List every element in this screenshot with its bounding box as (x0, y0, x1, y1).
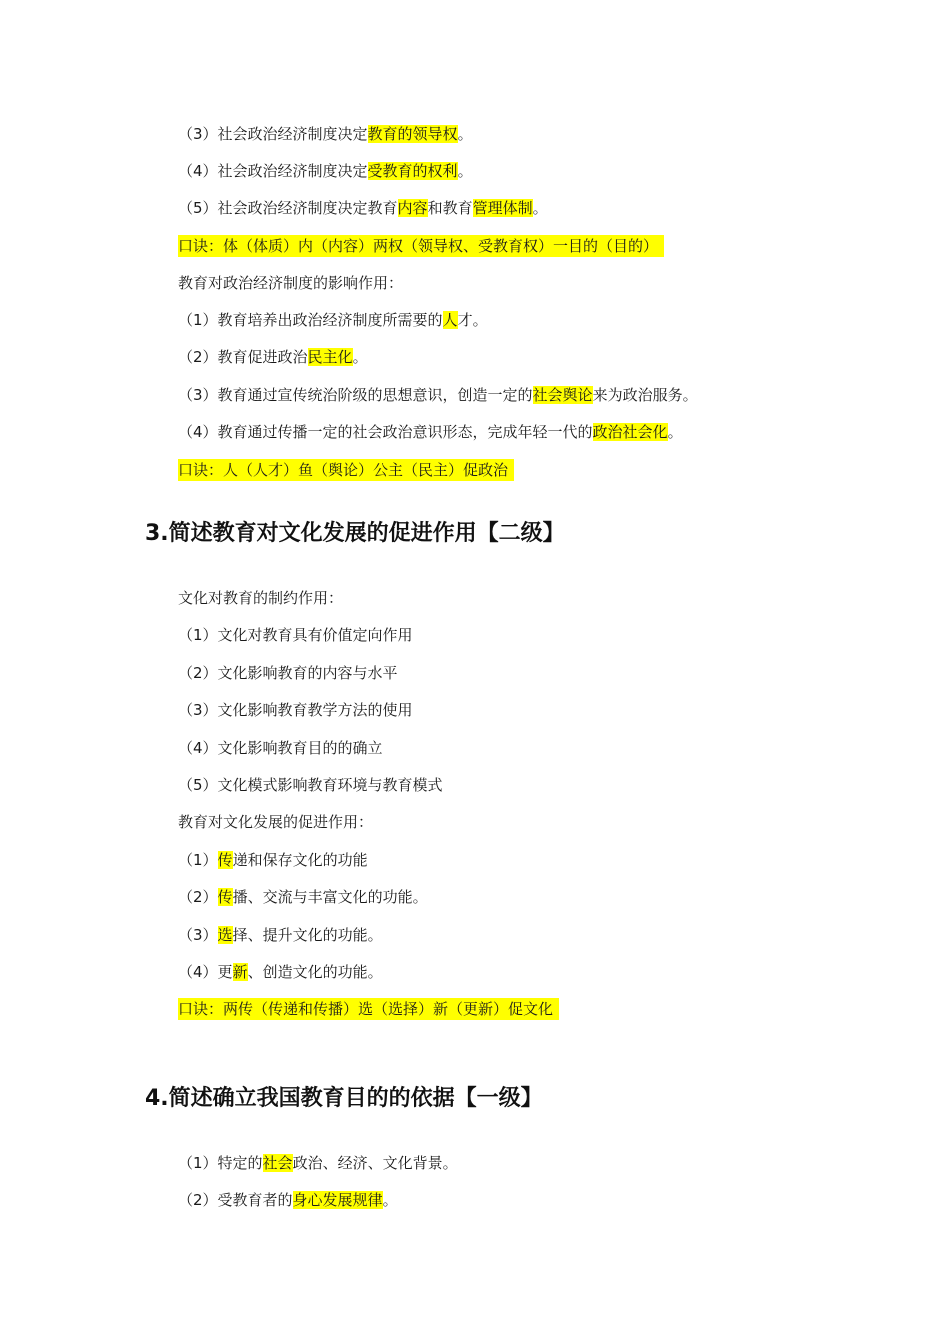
list-item: （2）受教育者的身心发展规律。 (178, 1191, 398, 1209)
highlight: 人 (442, 311, 458, 329)
mnemonic: 口诀：体（体质）内（内容）两权（领导权、受教育权）一目的（目的） (178, 235, 664, 257)
highlight: 社会 (262, 1154, 293, 1172)
list-item: （1）特定的社会政治、经济、文化背景。 (178, 1154, 458, 1172)
list-item: （3）文化影响教育教学方法的使用 (178, 701, 413, 719)
section-heading: 3.简述教育对文化发展的促进作用【二级】 (145, 521, 565, 546)
highlight: 新 (232, 963, 248, 981)
highlight: 政治社会化 (592, 423, 668, 441)
highlight: 内容 (397, 199, 428, 217)
section-heading: 4.简述确立我国教育目的的依据【一级】 (145, 1086, 543, 1111)
mnemonic: 口诀：两传（传递和传播）选（选择）新（更新）促文化 (178, 998, 559, 1020)
list-item: （4）文化影响教育目的的确立 (178, 739, 383, 757)
list-item: （1）文化对教育具有价值定向作用 (178, 626, 413, 644)
mnemonic: 口诀：人（人才）鱼（舆论）公主（民主）促政治 (178, 459, 514, 481)
list-item: （5）文化模式影响教育环境与教育模式 (178, 776, 443, 794)
list-item: （2）教育促进政治民主化。 (178, 348, 368, 366)
list-item: （3）社会政治经济制度决定教育的领导权。 (178, 125, 473, 143)
list-item: （2）文化影响教育的内容与水平 (178, 664, 398, 682)
highlight: 受教育的权利 (367, 162, 458, 180)
highlight: 传 (217, 851, 233, 869)
list-item: （4）更新、创造文化的功能。 (178, 963, 383, 981)
highlight: 选 (217, 926, 233, 944)
list-item: （4）教育通过传播一定的社会政治意识形态，完成年轻一代的政治社会化。 (178, 423, 683, 441)
highlight: 社会舆论 (532, 386, 593, 404)
list-item: （1）传递和保存文化的功能 (178, 851, 368, 869)
list-item: （2）传播、交流与丰富文化的功能。 (178, 888, 428, 906)
highlight: 教育的领导权 (367, 125, 458, 143)
highlight: 传 (217, 888, 233, 906)
subsection-title: 教育对文化发展的促进作用： (178, 813, 374, 831)
highlight: 民主化 (307, 348, 353, 366)
list-item: （3）教育通过宣传统治阶级的思想意识，创造一定的社会舆论来为政治服务。 (178, 386, 698, 404)
list-item: （5）社会政治经济制度决定教育内容和教育管理体制。 (178, 199, 548, 217)
list-item: （4）社会政治经济制度决定受教育的权利。 (178, 162, 473, 180)
highlight: 管理体制 (472, 199, 533, 217)
subsection-title: 文化对教育的制约作用： (178, 589, 344, 607)
subsection-title: 教育对政治经济制度的影响作用： (178, 274, 404, 292)
list-item: （3）选择、提升文化的功能。 (178, 926, 383, 944)
highlight: 身心发展规律 (292, 1191, 383, 1209)
list-item: （1）教育培养出政治经济制度所需要的人才。 (178, 311, 488, 329)
